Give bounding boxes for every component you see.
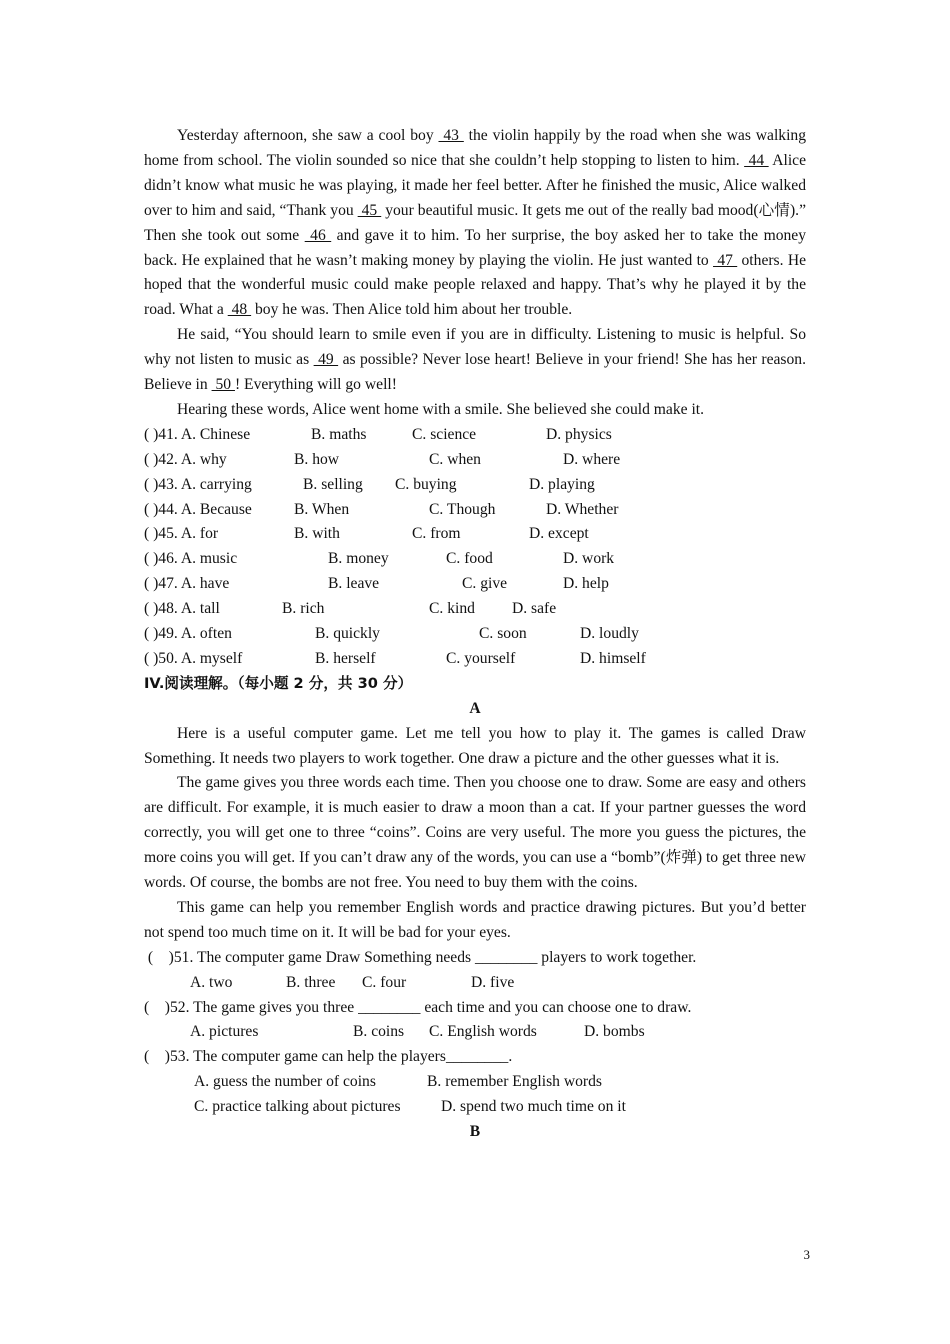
text-run: Alice didn’t know what music he was playing, it made her feel better. After he finished the music, Alice walked over to him and said, “Thank you — [144, 151, 807, 219]
cloze-paragraph-2 — [144, 323, 806, 398]
option-d: D. bombs — [584, 1023, 645, 1041]
reading-paragraph-1: Here is a useful computer game. Let me tell you how to play it. The games is called Draw Something. It needs two players to work together. One draw a picture and the other guesses what it is. — [144, 724, 806, 767]
option-b: B. rich — [282, 600, 325, 618]
option-b: B. three — [286, 973, 336, 991]
reading-paragraph-3: This game can help you remember English words and practice drawing pictures. But you’d better not spend too much time on it. It will be bad for your eyes. — [144, 898, 806, 941]
question-49 — [144, 622, 806, 647]
blank-47: 47 — [713, 251, 738, 269]
option-b: B. maths — [311, 425, 367, 443]
question-number: ( )50. A. myself — [144, 649, 243, 667]
text-run: as possible? Never lose heart! Believe in your friend! She has her reason. Believe in — [144, 351, 806, 394]
option-c: C. when — [429, 450, 481, 468]
question-41 — [144, 423, 806, 448]
blank-50: 50 — [211, 376, 235, 394]
cloze-paragraph-1 — [144, 124, 806, 323]
option-d: D. Whether — [546, 500, 619, 518]
question-52-options — [144, 1020, 806, 1045]
option-a: A. pictures — [190, 1023, 259, 1041]
option-c: C. buying — [395, 475, 457, 493]
question-43 — [144, 473, 806, 498]
option-c: C. English words — [429, 1023, 537, 1041]
option-b: B. leave — [328, 575, 380, 593]
option-c: C. food — [446, 550, 493, 568]
option-b: B. When — [294, 500, 350, 518]
option-c: C. from — [412, 525, 461, 543]
page-number: 3 — [803, 1247, 810, 1262]
option-d: D. work — [563, 550, 615, 568]
part-a-label: A — [469, 699, 481, 717]
question-number: ( )44. A. Because — [144, 500, 252, 518]
question-51 — [144, 946, 806, 971]
option-c: C. Though — [429, 500, 496, 518]
part-b-label: B — [469, 1122, 481, 1140]
option-d: D. physics — [546, 425, 612, 443]
text-run: your beautiful music. It gets me out of the really bad mood(心情).” Then she took out some — [144, 201, 806, 244]
question-number: ( )49. A. often — [144, 625, 232, 642]
text-run: He said, “You should learn to smile even if you are in difficulty. Listening to music is helpful. So why not listen to music as — [144, 326, 806, 369]
question-50 — [144, 647, 806, 672]
question-number: ( )47. A. have — [144, 575, 230, 593]
option-b: B. selling — [303, 475, 363, 493]
question-47 — [144, 572, 806, 597]
question-44 — [144, 498, 806, 523]
option-b: B. how — [294, 450, 340, 468]
reading-paragraph-2: The game gives you three words each time. Then you choose one to draw. Some are easy and others are difficult. For example, it is much easier to draw a moon than a cat. If your partner guesses the word correctly, you will get one to three “coins”. Coins are very useful. The more you guess the pictures, the more coins you will get. If you can’t draw any of the words, you can use a “bomb”(炸弹) to get three new words. Of course, the bombs are not free. You need to buy them with the coins. — [144, 774, 806, 892]
option-c: C. practice talking about pictures — [194, 1098, 401, 1116]
question-number: ( )43. A. carrying — [144, 475, 252, 493]
question-46 — [144, 547, 806, 572]
option-b: B. remember English words — [427, 1073, 602, 1091]
question-number: ( )45. A. for — [144, 525, 219, 543]
text-run: others. He hoped that the wonderful music could make people relaxed and happy. That’s why he played it by the road. What a — [144, 251, 806, 319]
option-d: D. except — [529, 525, 589, 543]
option-b: B. coins — [353, 1023, 405, 1041]
content-column — [144, 124, 806, 1145]
question-53-options-2 — [144, 1095, 806, 1120]
option-b: B. money — [328, 550, 389, 568]
option-a: A. two — [190, 973, 233, 991]
text-run: boy he was. Then Alice told him about her trouble. — [251, 301, 573, 319]
question-number: ( )46. A. music — [144, 550, 238, 568]
question-53-options-1 — [144, 1070, 806, 1095]
question-52 — [144, 996, 806, 1021]
cloze-paragraph-3: Hearing these words, Alice went home with a smile. She believed she could make it. — [177, 400, 705, 418]
option-d: D. five — [471, 973, 515, 991]
option-d: D. where — [563, 450, 621, 468]
question-number: ( )48. A. tall — [144, 600, 220, 618]
option-c: C. science — [412, 425, 477, 443]
option-a: A. guess the number of coins — [194, 1073, 376, 1091]
question-stem: ( )52. The game gives you three ________ each time and you can choose one to draw. — [144, 998, 692, 1016]
option-d: D. safe — [512, 600, 557, 618]
option-d: D. playing — [529, 475, 595, 493]
section-heading: IV.阅读理解。（每小题 2 分，共 30 分） — [144, 674, 413, 692]
blank-49: 49 — [313, 351, 339, 369]
option-c: C. soon — [479, 625, 527, 642]
option-b: B. herself — [315, 649, 376, 667]
question-stem: ( )51. The computer game Draw Something needs ________ players to work together. — [144, 948, 697, 966]
question-42 — [144, 448, 806, 473]
question-number: ( )41. A. Chinese — [144, 425, 251, 443]
option-d: D. spend two much time on it — [441, 1098, 626, 1116]
option-b: B. with — [294, 525, 340, 543]
option-d: D. himself — [580, 649, 646, 667]
blank-43: 43 — [438, 127, 464, 144]
blank-48: 48 — [227, 301, 252, 319]
blank-45: 45 — [357, 201, 382, 219]
option-d: D. help — [563, 575, 609, 593]
question-stem: ( )53. The computer game can help the players________. — [144, 1048, 513, 1066]
option-d: D. loudly — [580, 625, 639, 642]
option-b: B. quickly — [315, 625, 380, 642]
question-45 — [144, 522, 806, 547]
question-number: ( )42. A. why — [144, 450, 227, 468]
option-c: C. give — [462, 575, 508, 593]
option-c: C. four — [362, 973, 407, 991]
option-c: C. yourself — [446, 649, 516, 667]
option-c: C. kind — [429, 600, 475, 618]
text-run: ! Everything will go well! — [234, 376, 397, 394]
question-53 — [144, 1045, 806, 1070]
question-51-options — [144, 971, 806, 996]
question-48 — [144, 597, 806, 622]
text-run: Yesterday afternoon, she saw a cool boy — [177, 127, 439, 144]
text-run: and gave it to him. To her surprise, the boy asked her to take the money back. He explained that he wasn’t making money by playing the violin. He just wanted to — [144, 226, 807, 269]
blank-44: 44 — [744, 151, 769, 169]
blank-46: 46 — [304, 226, 332, 244]
text-run: the violin happily by the road when she was walking home from school. The violin sounded so nice that she couldn’t help stopping to listen to him. — [144, 127, 806, 169]
